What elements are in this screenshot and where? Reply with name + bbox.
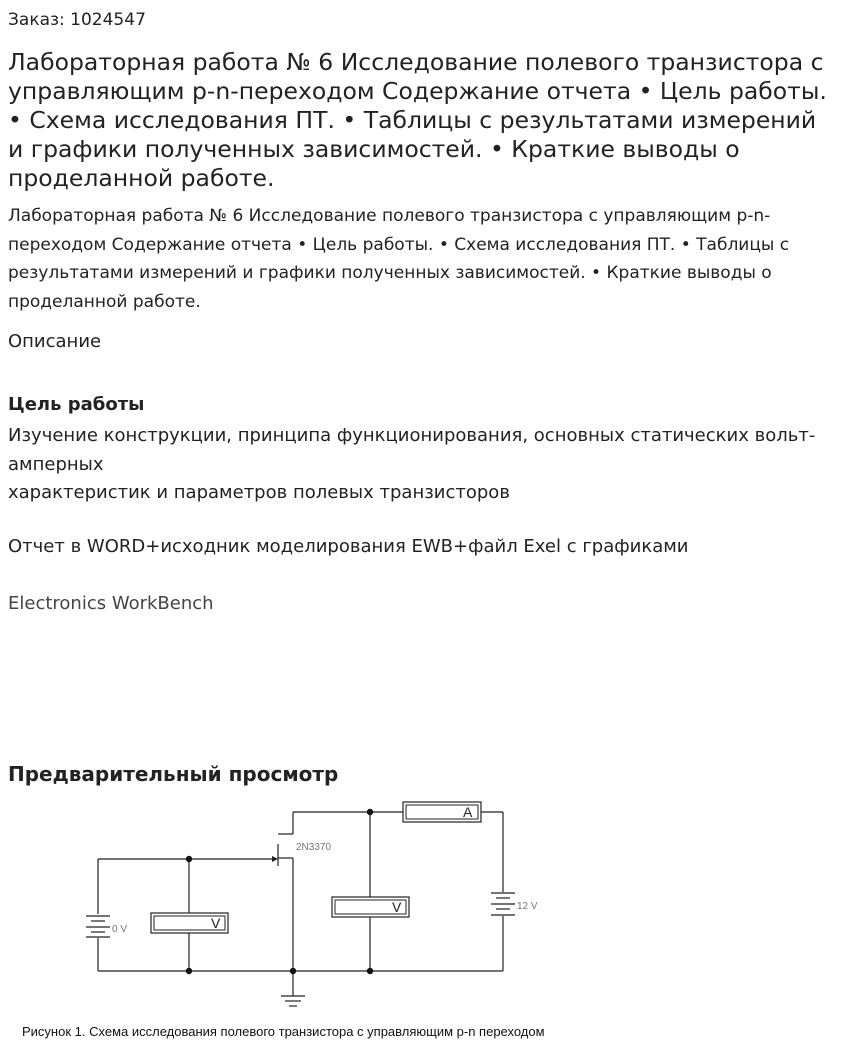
drain-voltmeter-icon [332,897,409,917]
page-title: Лабораторная работа № 6 Исследование полевого транзистора с управляющим p-n-переходом Содержание отчета • Цель работы. • Схема исследования ПТ. • Таблицы с результатами измерений и графики полученных зависимостей. • Краткие выводы о проделанной работе. [8,48,827,192]
ammeter-icon [403,802,481,822]
software-name: Electronics WorkBench [8,593,214,614]
preview-heading: Предварительный просмотр [8,762,339,786]
drain-battery-icon [491,893,515,915]
transistor-label: 2N3370 [296,842,332,853]
goal-text-line-2: характеристик и параметров полевых транзисторов [8,482,510,503]
report-contents: Отчет в WORD+исходник моделирования EWB+файл Exel с графиками [8,536,689,557]
drain-voltmeter-letter: V [392,899,402,915]
circuit-schematic [60,796,560,1016]
order-number: Заказ: 1024547 [8,10,146,30]
goal-heading: Цель работы [8,394,145,415]
description-heading: Описание [8,331,102,352]
lead-paragraph: Лабораторная работа № 6 Исследование полевого транзистора с управляющим p-n-переходом Содержание отчета • Цель работы. • Схема исследования ПТ. • Таблицы с результатами измерений и графики полученных зависимостей. • Краткие выводы о проделанной работе. [8,206,790,312]
gate-voltmeter-icon [151,913,228,933]
figure-caption: Рисунок 1. Схема исследования полевого транзистора с управляющим p-n переходом [22,1024,545,1039]
gate-battery-icon [86,916,110,937]
gate-voltmeter-letter: V [211,915,221,931]
ammeter-letter: A [463,804,473,820]
goal-text [8,422,838,508]
goal-text-line-1: Изучение конструкции, принципа функционирования, основных статических вольт-амперных [8,425,816,475]
ground-icon [281,996,305,1006]
gate-source-label: 0 V [112,924,128,935]
gate-arrow-icon [272,856,278,862]
drain-source-label: 12 V [517,901,538,912]
